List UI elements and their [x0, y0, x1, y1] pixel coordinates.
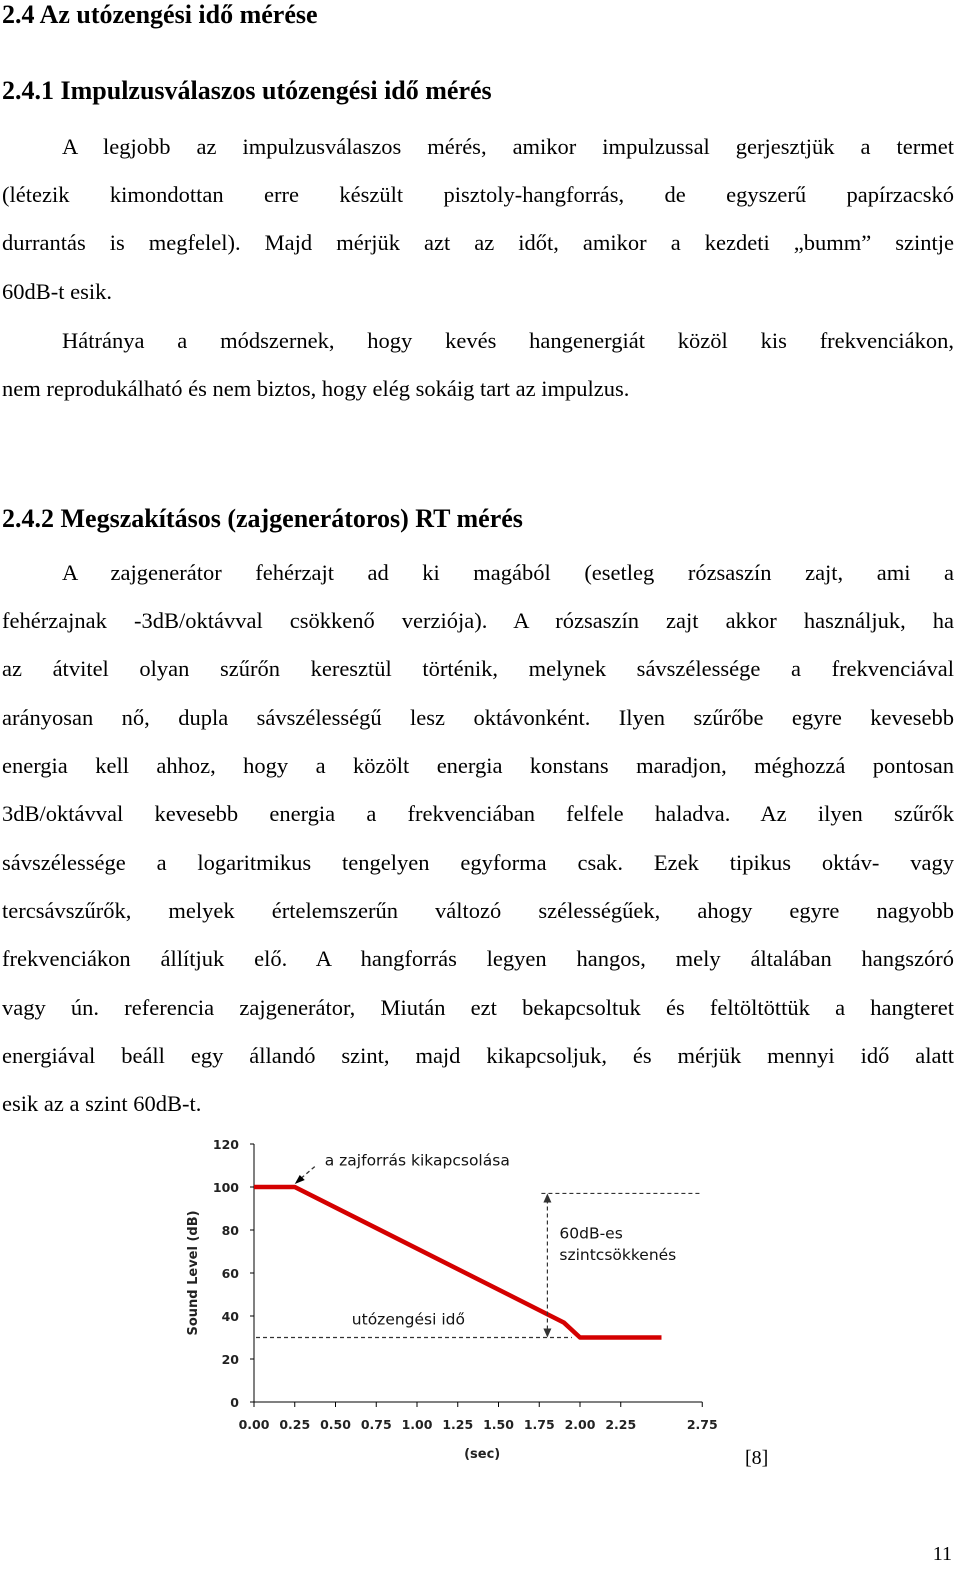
drop-label-line2: szintcsökkenés [559, 1246, 677, 1265]
x-tick-label: 0.50 [320, 1417, 351, 1432]
paragraph-line: energia kell ahhoz, hogy a közölt energia konstans maradjon, méghozzá pontosan [2, 753, 954, 778]
paragraph-line: vagy ún. referencia zajgenerátor, Miután ezt bekapcsoltuk és feltöltöttük a hangteret [2, 995, 954, 1020]
paragraph-line: energiával beáll egy állandó szint, majd kikapcsoljuk, és mérjük mennyi idő alatt [2, 1043, 954, 1068]
x-tick-label: 1.25 [442, 1417, 474, 1432]
paragraph-line: 60dB-t esik. [2, 279, 112, 304]
y-tick-label: 20 [221, 1352, 239, 1367]
paragraph-line: nem reprodukálható és nem biztos, hogy elég sokáig tart az impulzus. [2, 376, 630, 401]
reverberation-chart [175, 1128, 745, 1468]
y-tick-label: 40 [221, 1309, 239, 1324]
x-tick-label: 0.25 [279, 1417, 311, 1432]
y-tick-label: 80 [221, 1223, 239, 1238]
citation: [8] [745, 1447, 769, 1469]
paragraph-line: Hátránya a módszernek, hogy kevés hangenergiát közöl kis frekvenciákon, [62, 328, 954, 353]
paragraph-line: A zajgenerátor fehérzajt ad ki magából (esetleg rózsaszín zajt, ami a [62, 560, 954, 585]
paragraph-line: (létezik kimondottan erre készült pisztoly-hangforrás, de egyszerű papírzacskó [2, 182, 954, 207]
x-tick-label: 2.25 [605, 1417, 637, 1432]
x-tick-label: 0.00 [238, 1417, 270, 1432]
x-tick-label: 1.00 [401, 1417, 433, 1432]
x-axis-label: (sec) [464, 1447, 501, 1462]
x-tick-label: 1.75 [523, 1417, 555, 1432]
paragraph-line: arányosan nő, dupla sávszélességű lesz oktávonként. Ilyen szűrőbe egyre kevesebb [2, 705, 954, 730]
x-tick-label: 2.00 [564, 1417, 596, 1432]
subsection-heading-2-4-2: 2.4.2 Megszakításos (zajgenerátoros) RT mérés [2, 504, 523, 533]
section-heading: 2.4 Az utózengési idő mérése [2, 0, 318, 29]
x-tick-label: 0.75 [360, 1417, 392, 1432]
paragraph-line: az átvitel olyan szűrőn keresztül történik, melynek sávszélessége a frekvenciával [2, 656, 954, 681]
paragraph-line: A legjobb az impulzusválaszos mérés, amikor impulzussal gerjesztjük a termet [62, 134, 954, 159]
paragraph-line: tercsávszűrők, melyek értelemszerűn változó szélességűek, ahogy egyre nagyobb [2, 898, 954, 923]
y-tick-label: 60 [221, 1266, 239, 1281]
x-tick-label: 2.75 [686, 1417, 718, 1432]
drop-arrow-top [543, 1193, 551, 1202]
y-axis-label: Sound Level (dB) [186, 1210, 201, 1336]
page-number: 11 [932, 1543, 952, 1565]
rt-label: utózengési idő [351, 1310, 466, 1329]
paragraph-line: fehérzajnak -3dB/oktávval csökkenő verziója). A rózsaszín zajt akkor használjuk, ha [2, 608, 954, 633]
paragraph-line: 3dB/oktávval kevesebb energia a frekvenciában felfele haladva. Az ilyen szűrők [2, 801, 954, 826]
switch-off-label: a zajforrás kikapcsolása [324, 1151, 510, 1170]
drop-label-line1: 60dB-es [559, 1224, 623, 1243]
paragraph-line: frekvenciákon állítjuk elő. A hangforrás legyen hangos, mely általában hangszóró [2, 946, 954, 971]
x-tick-label: 1.50 [483, 1417, 514, 1432]
y-tick-label: 120 [212, 1137, 239, 1152]
paragraph-line: sávszélessége a logaritmikus tengelyen egyforma csak. Ezek tipikus oktáv- vagy [2, 850, 954, 875]
paragraph-line: esik az a szint 60dB-t. [2, 1091, 202, 1116]
drop-arrow-bottom [543, 1329, 551, 1338]
subsection-heading-2-4-1: 2.4.1 Impulzusválaszos utózengési idő mérés [2, 76, 492, 105]
paragraph-line: durrantás is megfelel). Majd mérjük azt az időt, amikor a kezdeti „bumm” szintje [2, 230, 954, 255]
y-tick-label: 0 [230, 1395, 239, 1410]
y-tick-label: 100 [212, 1180, 239, 1195]
